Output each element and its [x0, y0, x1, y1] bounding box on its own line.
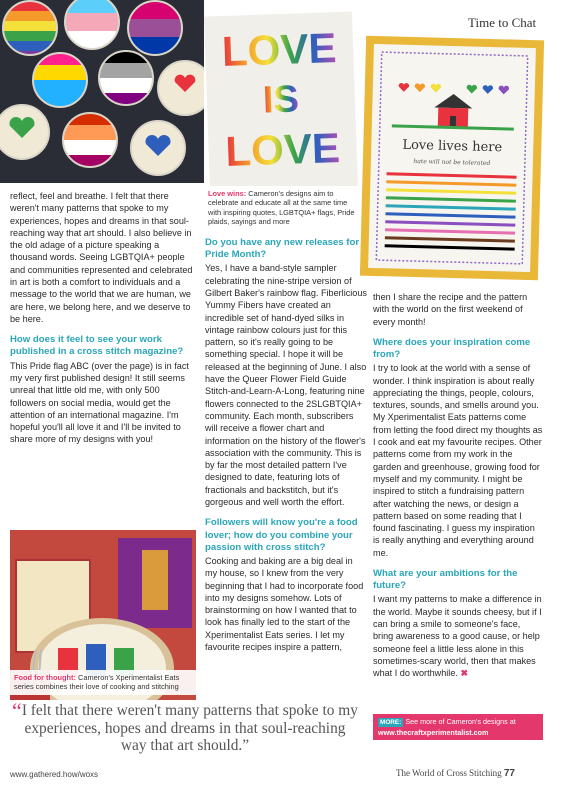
more-label: MORE:	[380, 719, 402, 726]
is-word: IS	[262, 78, 300, 122]
page-number: 77	[503, 768, 515, 779]
love-word-2: LOVE	[224, 123, 341, 175]
paragraph: This Pride flag ABC (over the page) is in fact my very first published design! It still seems unreal that little old me, with only 500 followers on social media, would get the attention of an international magazine. I'm hopeful you'll all love it and I'll be invited to share more of my designs with you!	[10, 360, 189, 445]
column-3	[373, 291, 543, 680]
pride-badges-photo	[0, 0, 204, 183]
question-heading: How does it feel to see your work published in a cross stitch magazine?	[10, 334, 184, 358]
sampler-text: Love lives here	[402, 137, 503, 156]
more-box-content	[373, 714, 543, 740]
paragraph: Cooking and baking are a big deal in my house, so I knew from the very beginning that I had to incorporate food into my designs somehow. Lots of brainstorming on how I wanted that to look has finally led to the start of the Xperimentalist Eats series. I let my favourite recipes inspire a pattern,	[205, 555, 364, 653]
question-heading: Do you have any new releases for Pride Month?	[205, 237, 360, 261]
love-lives-here-sampler-photo	[360, 36, 544, 281]
caption-food	[10, 670, 196, 695]
paragraph-text: I want my patterns to make a difference in the world. Maybe it sounds cheesy, but if I can bring a smile to someone's face, bring awareness to a good cause, or help someone feel a little less alone in this sometimes-scary world, then that makes what I do worthwhile.	[373, 594, 542, 679]
caption-love-wins	[204, 186, 362, 230]
footer-url[interactable]: www.gathered.how/woxs	[10, 770, 99, 779]
section-title: Time to Chat	[468, 15, 537, 30]
question-heading: Followers will know you're a food lover; how do you combine your passion with cross stitch?	[205, 517, 358, 553]
paragraph: reflect, feel and breathe. I felt that there weren't many patterns that spoke to my experiences, hopes and dreams in that soul-reaching way that art should. I also believe in the old adage of a picture speaking a thousand words. Seeing LGBTQIA+ people and communities represented and celebrated in art is both a comfort to individuals and a message to the world that we are human, we are here, we belong here, and we deserve to be here.	[10, 191, 193, 324]
question-heading: Where does your inspiration come from?	[373, 336, 531, 361]
open-quote-mark: “	[12, 698, 22, 723]
more-box	[373, 714, 543, 740]
food-patterns-photo	[10, 530, 196, 700]
caption-label: Food for thought:	[14, 673, 76, 682]
house-icon	[434, 94, 473, 129]
sampler-subtext: hate will not be tolerated	[413, 157, 491, 168]
paragraph	[373, 593, 543, 679]
caption-label: Love wins:	[208, 189, 247, 198]
column-2	[205, 237, 367, 653]
end-mark: ✖	[460, 668, 469, 679]
pull-quote	[10, 698, 360, 755]
close-quote-mark: ”	[242, 737, 250, 754]
quote-text: I felt that there weren't many patterns that spoke to my experiences, hopes and dreams in that soul-reaching way that art should.	[21, 702, 358, 754]
column-1	[10, 190, 196, 446]
question-heading: What are your ambitions for the future?	[373, 568, 518, 592]
paragraph: Yes, I have a band-style sampler celebrating the nine-stripe version of Gilbert Baker's rainbow flag. Fiberlicious Yummy Fibers have created an incredible set of hand-dyed silks in vintage rainbow colours just for this pattern, so it's really going to be something special. I hope it will be released at the beginning of June. I also have the Queer Flower Field Guide Stitch-and-Learn-A-Long, featuring nine flowers connected to the 2SLGBTQIA+ community. Each month, subscribers will receive a flower chart and information on the history of the flower's association with the community. This is by far the most detailed pattern I've designed to date, featuring lots of fractionals and backstitch, but it's gorgeous and well worth the effort.	[205, 263, 367, 508]
love-is-love-photo	[204, 11, 358, 191]
badge-collage-image	[0, 0, 204, 183]
caption-text: Cameron's Xperimentalist Eats series combines their love of cooking and stitching	[14, 673, 180, 692]
footer-right	[396, 768, 515, 779]
website-link[interactable]: www.thecraftxperimentalist.com	[378, 727, 489, 737]
paragraph: I try to look at the world with a sense of wonder. I think inspiration is about really appreciating the things, people, colours, textures, sounds, and smells around you. My Xperimentalist Eats patterns come from letting the food direct my thoughts as I cook and eat my favourite recipes. Other patterns come from my work in the garden and greenhouse, growing food for myself and my community. I might be inspired to stitch a fundraising pattern after watching the news, or design a pattern based on some reading that I found fascinating. I guess my inspiration is really anything and everything around me.	[373, 363, 543, 558]
more-text: See more of Cameron's designs at	[405, 717, 516, 726]
love-word-1: LOVE	[221, 24, 338, 76]
magazine-title: The World of Cross Stitching	[396, 768, 502, 778]
paragraph: then I share the recipe and the pattern with the world on the first weekend of every month!	[373, 292, 528, 327]
caption-text: Cameron's designs aim to celebrate and educate all at the same time with inspiring quotes, LGBTQIA+ flags, Pride plaids, sayings and more	[208, 189, 355, 227]
